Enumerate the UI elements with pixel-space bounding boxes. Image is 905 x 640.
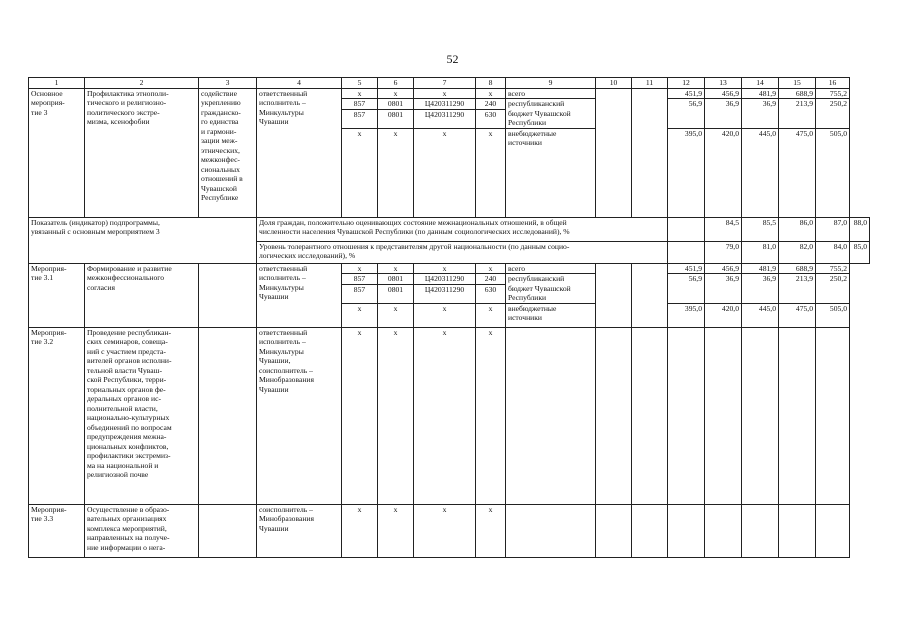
- budget-code-cell: x: [378, 128, 414, 217]
- budget-code-cell: 240: [476, 274, 506, 285]
- empty-cell: [816, 504, 850, 557]
- budget-code-cell: Ц420311290: [414, 99, 476, 110]
- value-cell: 688,9: [779, 263, 816, 274]
- column-number: 6: [378, 78, 414, 89]
- value-cell: 36,9: [705, 99, 742, 129]
- empty-cell: [596, 327, 632, 504]
- column-number: 13: [705, 78, 742, 89]
- funding-source: республиканский бюджет Чувашской Республики: [506, 274, 596, 304]
- column-number-row: [29, 78, 870, 89]
- budget-code-cell: x: [414, 88, 476, 99]
- value-cell: 451,9: [668, 263, 705, 274]
- funding-source: внебюджетные источники: [506, 303, 596, 327]
- event-name: Проведение республикан- ских семинаров, совеща- ний с участием предста- вителей органов исполни- тельной власти Чуваш- ской Республики, терри- ториальных органов фе- деральных органов ис- полнительной власти, национально-культурных объединений по вопросам предупреждения межна- циональных конфликтов, профилактики экстремиз- ма на национальной и религиозной почве: [85, 327, 199, 504]
- indicator-label: Показатель (индикатор) подпрограммы, увязанный с основным мероприятием 3: [29, 217, 257, 263]
- event-name: Формирование и развитие межконфессионального согласия: [85, 263, 199, 327]
- budget-code-cell: x: [342, 303, 378, 327]
- budget-code-cell: x: [476, 128, 506, 217]
- empty-cell: [596, 263, 632, 327]
- budget-code-cell: x: [414, 327, 476, 504]
- table-row: [29, 88, 870, 99]
- column-number: 4: [257, 78, 342, 89]
- value-cell: 420,0: [705, 303, 742, 327]
- value-cell: 445,0: [742, 128, 779, 217]
- column-number: 16: [816, 78, 850, 89]
- value-cell: 250,2: [816, 99, 850, 129]
- budget-code-cell: x: [476, 88, 506, 99]
- value-cell: 56,9: [668, 274, 705, 304]
- value-cell: 755,2: [816, 263, 850, 274]
- value-cell: 82,0: [779, 241, 816, 263]
- column-number: 15: [779, 78, 816, 89]
- empty-cell: [816, 327, 850, 504]
- value-cell: 84,5: [705, 217, 742, 241]
- budget-code-cell: x: [378, 327, 414, 504]
- value-cell: 481,9: [742, 88, 779, 99]
- event-name: Осуществление в образо- вательных организациях комплекса мероприятий, направленных на получе- ние информации о нега-: [85, 504, 199, 557]
- budget-code-cell: x: [476, 504, 506, 557]
- event-label: Мероприя- тие 3.3: [29, 504, 85, 557]
- budget-code-cell: x: [476, 303, 506, 327]
- value-cell: 250,2: [816, 274, 850, 304]
- value-cell: 36,9: [742, 274, 779, 304]
- budget-code-cell: 857: [342, 284, 378, 303]
- table-row: [29, 327, 870, 504]
- column-number: 5: [342, 78, 378, 89]
- column-number: 14: [742, 78, 779, 89]
- value-cell: 36,9: [742, 99, 779, 129]
- empty-cell: [668, 241, 705, 263]
- value-cell: 456,9: [705, 88, 742, 99]
- event-responsible: ответственный исполнитель – Минкультуры Чувашии, соисполнитель – Минобразования Чувашии: [257, 327, 342, 504]
- empty-cell: [668, 327, 705, 504]
- value-cell: 475,0: [779, 128, 816, 217]
- value-cell: 481,9: [742, 263, 779, 274]
- event-responsible: соисполнитель – Минобразования Чувашии: [257, 504, 342, 557]
- empty-cell: [742, 327, 779, 504]
- value-cell: 688,9: [779, 88, 816, 99]
- budget-code-cell: x: [342, 128, 378, 217]
- column-number: 8: [476, 78, 506, 89]
- column-number: 10: [596, 78, 632, 89]
- table-row: [29, 504, 870, 557]
- event-responsible: ответственный исполнитель – Минкультуры Чувашии: [257, 263, 342, 327]
- value-cell: 420,0: [705, 128, 742, 217]
- value-cell: 88,0: [850, 217, 870, 241]
- empty-cell: [199, 327, 257, 504]
- value-cell: 395,0: [668, 128, 705, 217]
- value-cell: 86,0: [779, 217, 816, 241]
- budget-code-cell: 857: [342, 274, 378, 285]
- empty-cell: [779, 327, 816, 504]
- empty-cell: [506, 327, 596, 504]
- funding-source: всего: [506, 88, 596, 99]
- empty-cell: [632, 88, 668, 217]
- budget-code-cell: 857: [342, 99, 378, 110]
- budget-code-cell: x: [414, 504, 476, 557]
- indicator-text: Уровень толерантного отношения к представителям другой национальности (по данным социо- логических исследований), %: [257, 241, 668, 263]
- value-cell: 85,0: [850, 241, 870, 263]
- value-cell: 456,9: [705, 263, 742, 274]
- budget-code-cell: x: [378, 303, 414, 327]
- value-cell: 36,9: [705, 274, 742, 304]
- funding-source: республиканский бюджет Чувашской Республики: [506, 99, 596, 129]
- budget-code-cell: 0801: [378, 99, 414, 110]
- budget-code-cell: x: [342, 263, 378, 274]
- budget-code-cell: x: [414, 303, 476, 327]
- empty-cell: [779, 504, 816, 557]
- table-row: [29, 263, 870, 274]
- budget-code-cell: x: [476, 327, 506, 504]
- event-label: Основное мероприя- тие 3: [29, 88, 85, 217]
- value-cell: 445,0: [742, 303, 779, 327]
- value-cell: 84,0: [816, 241, 850, 263]
- program-table: [28, 77, 870, 558]
- event-label: Мероприя- тие 3.2: [29, 327, 85, 504]
- empty-cell: [596, 88, 632, 217]
- event-label: Мероприя- тие 3.1: [29, 263, 85, 327]
- value-cell: 475,0: [779, 303, 816, 327]
- value-cell: 505,0: [816, 128, 850, 217]
- budget-code-cell: 857: [342, 109, 378, 128]
- value-cell: 85,5: [742, 217, 779, 241]
- budget-code-cell: 0801: [378, 284, 414, 303]
- empty-cell: [742, 504, 779, 557]
- indicator-text: Доля граждан, положительно оценивающих состояние межнациональных отношений, в общей численности населения Чувашской Республики (по данным социологических исследований), %: [257, 217, 668, 241]
- value-cell: 395,0: [668, 303, 705, 327]
- column-number: 7: [414, 78, 476, 89]
- value-cell: 755,2: [816, 88, 850, 99]
- value-cell: 81,0: [742, 241, 779, 263]
- funding-source: всего: [506, 263, 596, 274]
- budget-code-cell: x: [342, 88, 378, 99]
- event-goal: содействие укреплению гражданско- го единства и гармони- зации меж- этнических, межконфес- сиональных отношений в Чувашской Республике: [199, 88, 257, 217]
- empty-cell: [506, 504, 596, 557]
- value-cell: 79,0: [705, 241, 742, 263]
- budget-code-cell: x: [342, 504, 378, 557]
- funding-source: внебюджетные источники: [506, 128, 596, 217]
- budget-code-cell: x: [414, 128, 476, 217]
- column-number: 2: [85, 78, 199, 89]
- budget-code-cell: 0801: [378, 274, 414, 285]
- budget-code-cell: 0801: [378, 109, 414, 128]
- event-responsible: ответственный исполнитель – Минкультуры Чувашии: [257, 88, 342, 217]
- budget-code-cell: x: [378, 504, 414, 557]
- budget-code-cell: 630: [476, 284, 506, 303]
- budget-code-cell: x: [414, 263, 476, 274]
- budget-code-cell: x: [342, 327, 378, 504]
- value-cell: 213,9: [779, 274, 816, 304]
- empty-cell: [668, 217, 705, 241]
- page-number: 52: [446, 52, 459, 66]
- value-cell: 451,9: [668, 88, 705, 99]
- empty-cell: [705, 504, 742, 557]
- budget-code-cell: x: [476, 263, 506, 274]
- column-number: 3: [199, 78, 257, 89]
- value-cell: 56,9: [668, 99, 705, 129]
- event-name: Профилактика этнополи- тического и религиозно- политического экстре- мизма, ксенофобии: [85, 88, 199, 217]
- empty-cell: [632, 504, 668, 557]
- empty-cell: [632, 263, 668, 327]
- empty-cell: [596, 504, 632, 557]
- value-cell: 213,9: [779, 99, 816, 129]
- empty-cell: [632, 327, 668, 504]
- indicator-row: [29, 217, 870, 241]
- budget-code-cell: Ц420311290: [414, 284, 476, 303]
- value-cell: 505,0: [816, 303, 850, 327]
- value-cell: 87,0: [816, 217, 850, 241]
- budget-code-cell: x: [378, 263, 414, 274]
- empty-cell: [199, 504, 257, 557]
- empty-cell: [705, 327, 742, 504]
- budget-code-cell: Ц420311290: [414, 274, 476, 285]
- budget-code-cell: Ц420311290: [414, 109, 476, 128]
- column-number: 11: [632, 78, 668, 89]
- column-number: 1: [29, 78, 85, 89]
- budget-code-cell: x: [378, 88, 414, 99]
- budget-code-cell: 240: [476, 99, 506, 110]
- column-number: 12: [668, 78, 705, 89]
- empty-cell: [199, 263, 257, 327]
- budget-code-cell: 630: [476, 109, 506, 128]
- empty-cell: [668, 504, 705, 557]
- column-number: 9: [506, 78, 596, 89]
